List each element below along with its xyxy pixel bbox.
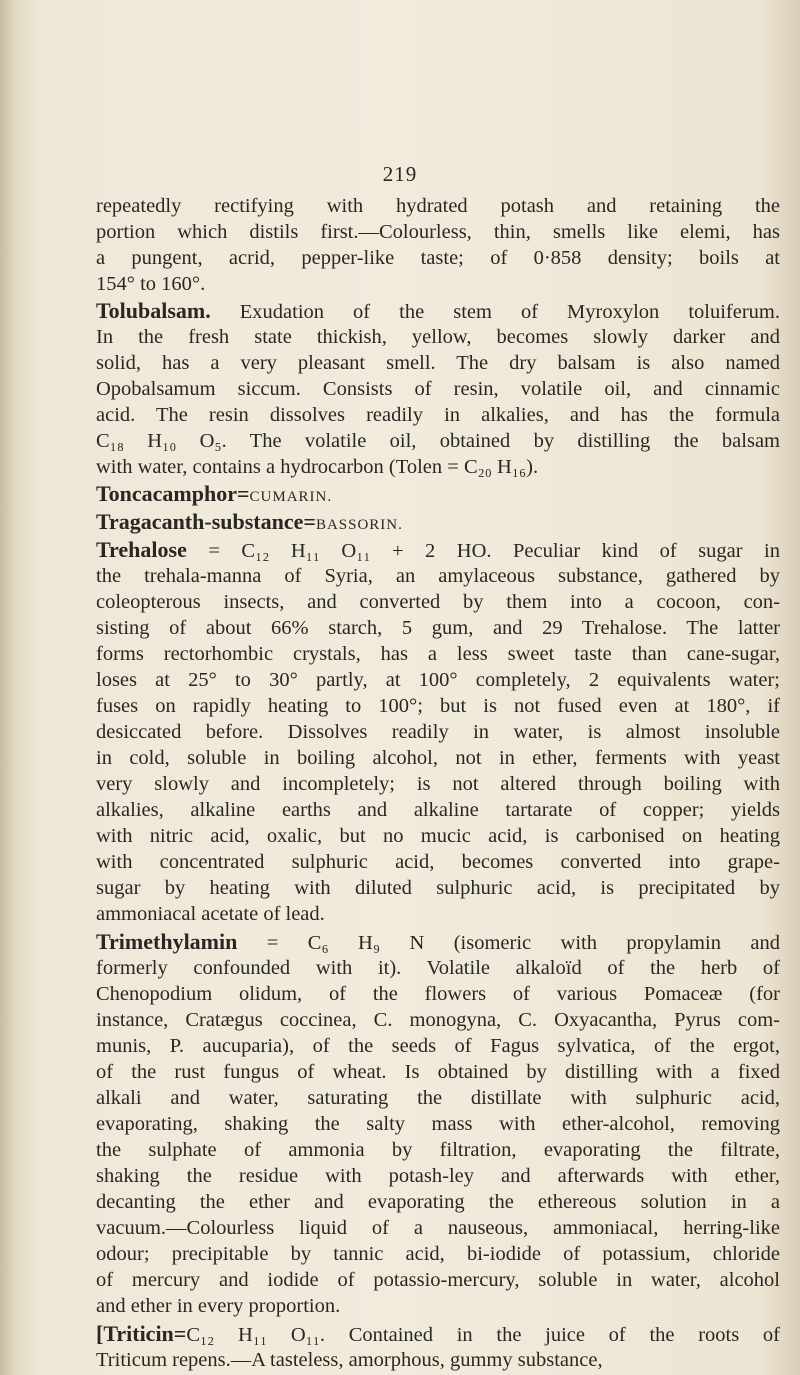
text-segment: desiccated before. Dissolves readily in water, is almost insoluble [96, 721, 780, 743]
text-line [96, 1059, 780, 1085]
text-segment: Opobalsamum siccum. Consists of resin, volatile oil, and cinnamic [96, 378, 780, 400]
text-line [96, 1189, 780, 1215]
text-segment: a pungent, acrid, pepper-like taste; of 0·858 density; boils at [96, 247, 780, 269]
text-line [96, 589, 780, 615]
text-line [96, 1293, 340, 1319]
text-line [96, 1163, 780, 1189]
text-line [96, 823, 780, 849]
text-line [96, 797, 780, 823]
text-segment: sugar by heating with diluted sulphuric acid, is precipitated by [96, 877, 780, 899]
text-line [96, 454, 538, 480]
text-segment: portion which distils first.—Colourless, thin, smells like elemi, has [96, 221, 780, 243]
text-line [96, 981, 780, 1007]
entry-heading: = [173, 1321, 187, 1346]
text-segment: ammoniacal acetate of lead. [96, 903, 325, 925]
text-segment: evaporating, shaking the salty mass with ether-alcohol, removing [96, 1113, 780, 1135]
text-segment: repeatedly rectifying with hydrated potash and retaining the [96, 195, 780, 217]
entry-heading: = [303, 509, 316, 534]
text-segment: acid. The resin dissolves readily in alkalies, and has the formula [96, 404, 780, 426]
text-line [96, 901, 325, 927]
text-segment: fuses on rapidly heating to 100°; but is not fused even at 180°, if [96, 695, 780, 717]
text-line [96, 1033, 780, 1059]
text-line [96, 667, 780, 693]
text-line [96, 1347, 603, 1373]
entry-heading: Tolubalsam. [96, 298, 211, 323]
cross-reference: BASSORIN. [315, 517, 403, 533]
text-line [96, 1085, 780, 1111]
text-segment: with water, contains a hydrocarbon (Tolen = C₂₀ H₁₆). [96, 456, 539, 478]
text-line [96, 719, 780, 745]
text-segment: decanting the ether and evaporating the ethereous solution in a [96, 1191, 780, 1213]
text-line [96, 955, 780, 981]
text-segment: instance, Cratægus coccinea, C. monogyna, C. Oxyacantha, Pyrus com- [96, 1009, 780, 1031]
text-segment: solid, has a very pleasant smell. The dry balsam is also named [96, 352, 780, 374]
text-segment: the trehala-manna of Syria, an amylaceous substance, gathered by [96, 565, 780, 587]
text-line [96, 1241, 780, 1267]
cross-reference: CUMARIN. [249, 489, 333, 505]
text-segment: = C₆ H₉ N (isomeric with propylamin and [237, 932, 780, 954]
entry-heading: Trehalose [96, 537, 187, 562]
text-line [96, 1215, 780, 1241]
text-line [96, 849, 780, 875]
text-line [96, 641, 780, 667]
page-number: 219 [382, 162, 418, 186]
page-binding-shadow [0, 0, 14, 1375]
text-line [96, 324, 780, 350]
text-segment: with concentrated sulphuric acid, becomes converted into grape- [96, 851, 780, 873]
text-line [96, 376, 780, 402]
text-segment: Exudation of the stem of Myroxylon toluiferum. [210, 301, 780, 323]
text-segment: sisting of about 66% starch, 5 gum, and 29 Trehalose. The latter [96, 617, 780, 639]
text-line [96, 1137, 780, 1163]
text-segment: In the fresh state thickish, yellow, becomes slowly darker and [96, 326, 780, 348]
entry-heading: = [236, 481, 250, 506]
text-segment: the sulphate of ammonia by filtration, evaporating the filtrate, [96, 1139, 780, 1161]
text-line [96, 1007, 780, 1033]
text-segment: alkali and water, saturating the distillate with sulphuric acid, [96, 1087, 780, 1109]
text-line [96, 350, 780, 376]
text-line [96, 402, 780, 428]
text-line [96, 1111, 780, 1137]
text-line [96, 563, 780, 589]
text-segment: 154° to 160°. [96, 273, 206, 295]
text-segment: of the rust fungus of wheat. Is obtained by distilling with a fixed [96, 1061, 780, 1083]
text-segment: very slowly and incompletely; is not altered through boiling with [96, 773, 780, 795]
text-segment: C₁₂ H₁₁ O₁₁. Contained in the juice of the roots of [186, 1324, 780, 1346]
text-line [96, 298, 780, 325]
text-line [96, 875, 780, 901]
text-line [96, 481, 332, 510]
text-line [96, 929, 780, 956]
text-segment: in cold, soluble in boiling alcohol, not in ether, ferments with yeast [96, 747, 780, 769]
text-line [96, 693, 780, 719]
text-line [96, 219, 780, 245]
text-line [96, 1321, 780, 1348]
text-segment: Chenopodium olidum, of the flowers of various Pomaceæ (for [96, 983, 780, 1005]
text-segment: alkalies, alkaline earths and alkaline tartarate of copper; yields [96, 799, 780, 821]
text-segment: of mercury and iodide of potassio-mercury, soluble in water, alcohol [96, 1269, 780, 1291]
entry-heading: Tragacanth-substance [96, 509, 304, 534]
text-line [96, 428, 780, 454]
text-segment: with nitric acid, oxalic, but no mucic acid, is carbonised on heating [96, 825, 780, 847]
text-segment: formerly confounded with it). Volatile alkaloïd of the herb of [96, 957, 780, 979]
text-segment: shaking the residue with potash-ley and afterwards with ether, [96, 1165, 780, 1187]
entry-heading: Toncacamphor [96, 481, 237, 506]
text-line [96, 245, 780, 271]
text-segment: munis, P. aucuparia), of the seeds of Fagus sylvatica, of the ergot, [96, 1035, 780, 1057]
entry-heading: Trimethylamin [96, 929, 238, 954]
entry-heading: [Triticin [96, 1321, 174, 1346]
text-segment: vacuum.—Colourless liquid of a nauseous, ammoniacal, herring-like [96, 1217, 780, 1239]
text-line [96, 509, 403, 538]
text-segment: coleopterous insects, and converted by them into a cocoon, con- [96, 591, 780, 613]
text-line [96, 771, 780, 797]
text-segment: forms rectorhombic crystals, has a less sweet taste than cane-sugar, [96, 643, 780, 665]
text-segment: odour; precipitable by tannic acid, bi-iodide of potassium, chloride [96, 1243, 780, 1265]
text-line [96, 537, 780, 564]
text-line [96, 1267, 780, 1293]
text-segment: loses at 25° to 30° partly, at 100° completely, 2 equivalents water; [96, 669, 780, 691]
text-line [96, 193, 780, 219]
text-segment: and ether in every proportion. [96, 1295, 341, 1317]
text-segment: C₁₈ H₁₀ O₅. The volatile oil, obtained by distilling the balsam [96, 430, 780, 452]
text-segment: = C₁₂ H₁₁ O₁₁ + 2 HO. Peculiar kind of sugar in [186, 540, 780, 562]
text-line [96, 271, 205, 297]
text-line [96, 745, 780, 771]
text-line [96, 615, 780, 641]
text-segment: Triticum repens.—A tasteless, amorphous, gummy substance, [96, 1349, 603, 1371]
